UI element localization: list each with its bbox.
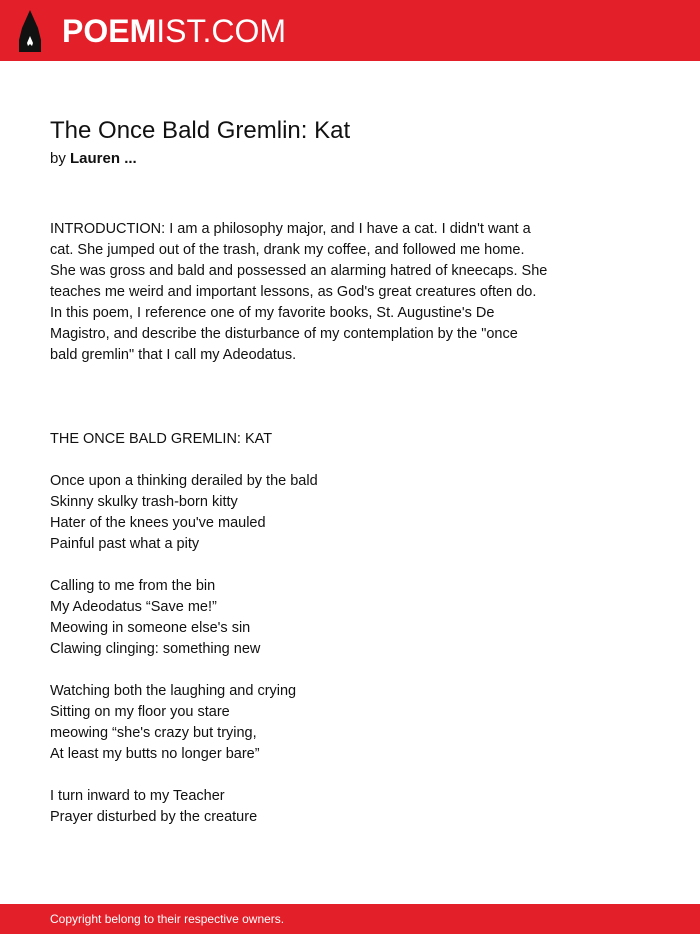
logo-light-text: IST.COM: [156, 13, 287, 49]
poem-line: Prayer disturbed by the creature: [50, 809, 258, 825]
intro-line: In this poem, I reference one of my favorite books, St. Augustine's De: [50, 305, 495, 321]
poem-line: My Adeodatus “Save me!”: [50, 599, 217, 615]
stanza: [50, 786, 257, 828]
copyright-text: Copyright belong to their respective owners.: [50, 912, 285, 926]
stanza: [50, 576, 260, 660]
pencil-tip-icon[interactable]: [18, 10, 42, 52]
intro-line: bald gremlin" that I call my Adeodatus.: [50, 347, 297, 363]
intro-line: cat. She jumped out of the trash, drank my coffee, and followed me home.: [50, 242, 525, 258]
intro-line: Magistro, and describe the disturbance of my contemplation by the "once: [50, 326, 518, 342]
byline-prefix: by: [50, 150, 66, 167]
stanza: [50, 681, 296, 765]
poem-line: Clawing clinging: something new: [50, 641, 261, 657]
intro-line: teaches me weird and important lessons, as God's great creatures often do.: [50, 284, 537, 300]
poem-line: Sitting on my floor you stare: [50, 704, 230, 720]
intro-line: INTRODUCTION: I am a philosophy major, and I have a cat. I didn't want a: [50, 221, 531, 237]
stanza: [50, 471, 318, 555]
poem-line: Meowing in someone else's sin: [50, 620, 251, 636]
poem-line: Watching both the laughing and crying: [50, 683, 297, 699]
poem-introduction: [50, 219, 547, 366]
intro-line: She was gross and bald and possessed an alarming hatred of kneecaps. She: [50, 263, 548, 279]
logo-bold-text: POEM: [62, 13, 157, 49]
site-logo[interactable]: [62, 11, 286, 51]
poem-title: The Once Bald Gremlin: Kat: [50, 117, 351, 144]
poem-line: Calling to me from the bin: [50, 578, 216, 594]
author-name: Lauren ...: [70, 150, 137, 167]
poem-line: At least my butts no longer bare”: [50, 746, 260, 762]
poem-line: Skinny skulky trash-born kitty: [50, 494, 238, 510]
poem-heading: [50, 429, 272, 450]
poem-line: Once upon a thinking derailed by the bald: [50, 473, 318, 489]
poem-heading-text: THE ONCE BALD GREMLIN: KAT: [50, 431, 273, 447]
poem-line: I turn inward to my Teacher: [50, 788, 225, 804]
byline: [50, 149, 137, 169]
site-footer: [0, 904, 700, 934]
poem-line: meowing “she's crazy but trying,: [50, 725, 257, 741]
poem-line: Hater of the knees you've mauled: [50, 515, 266, 531]
site-header: [0, 0, 700, 61]
poem-line: Painful past what a pity: [50, 536, 200, 552]
